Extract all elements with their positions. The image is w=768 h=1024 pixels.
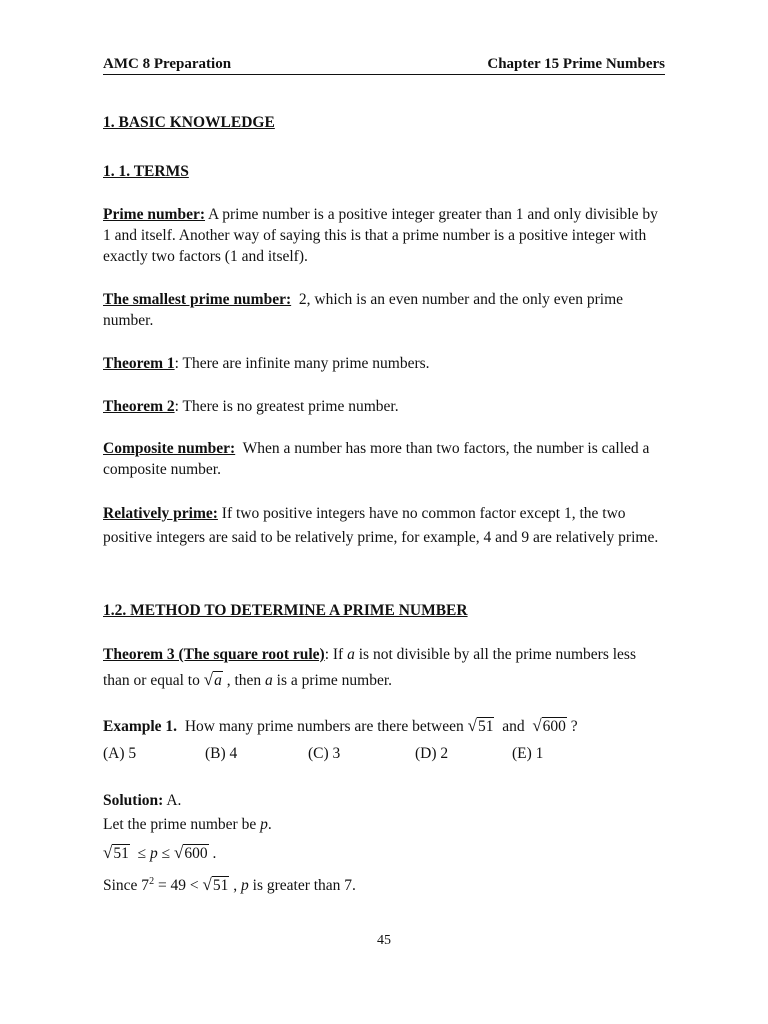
theorem-text: : If bbox=[324, 646, 348, 663]
term-composite: Composite number: bbox=[103, 440, 236, 457]
radicand: 600 bbox=[184, 845, 208, 862]
theorem-text: , then bbox=[222, 672, 266, 689]
example-text: How many prime numbers are there between bbox=[177, 718, 468, 735]
definition-text: A prime number is a positive integer greater than 1 and only divisible by 1 and itself. Another way of saying this is that a prime number is a positive integer with exactly two factors (1 and itself). bbox=[103, 206, 658, 265]
radicand: a bbox=[214, 672, 222, 689]
variable-p: p bbox=[241, 877, 249, 895]
definition-relatively-prime bbox=[103, 502, 665, 550]
variable-p: p bbox=[260, 816, 268, 833]
variable-a: a bbox=[265, 672, 273, 689]
theorem-text: is not divisible by all the prime numbers less than or equal to bbox=[103, 646, 636, 689]
radicand: 600 bbox=[542, 718, 566, 735]
solution-line-1 bbox=[103, 813, 665, 837]
term-theorem-1: Theorem 1 bbox=[103, 355, 175, 372]
sqrt-a: √a bbox=[203, 670, 222, 689]
section-heading-basic-knowledge: 1. BASIC KNOWLEDGE bbox=[103, 114, 275, 131]
choice-c: (C) 3 bbox=[308, 745, 341, 762]
solution-text: . bbox=[267, 816, 272, 833]
sqrt-600: √600 bbox=[174, 843, 208, 862]
variable-a: a bbox=[347, 646, 355, 663]
theorem-3 bbox=[103, 642, 665, 693]
choice-e: (E) 1 bbox=[512, 745, 544, 762]
term-smallest-prime: The smallest prime number: bbox=[103, 291, 292, 308]
header-right: Chapter 15 Prime Numbers bbox=[487, 56, 665, 72]
solution-answer: A. bbox=[163, 792, 182, 809]
sqrt-51: √51 bbox=[202, 875, 229, 895]
solution-text: ≤ bbox=[129, 845, 150, 862]
page-header bbox=[103, 56, 665, 75]
term-prime-number: Prime number: bbox=[103, 206, 206, 223]
solution-text: ≤ bbox=[157, 845, 174, 862]
solution-header bbox=[103, 789, 665, 813]
solution-label: Solution: bbox=[103, 792, 164, 809]
theorem-text: : There is no greatest prime number. bbox=[174, 398, 399, 415]
example-label: Example 1. bbox=[103, 718, 178, 735]
sqrt-51: √51 bbox=[467, 716, 494, 735]
solution-text: . bbox=[208, 845, 217, 862]
term-relatively-prime: Relatively prime: bbox=[103, 505, 218, 522]
theorem-1 bbox=[103, 353, 665, 374]
solution bbox=[103, 789, 665, 898]
definition-text: If two positive integers have no common factor except 1, the two positive integers are said to be relatively prime, for example, 4 and 9 are relatively prime. bbox=[103, 505, 659, 546]
sqrt-600: √600 bbox=[532, 716, 566, 735]
solution-line-2 bbox=[103, 841, 665, 866]
choice-b: (B) 4 bbox=[205, 745, 238, 762]
definition-text: When a number has more than two factors, the number is called a composite number. bbox=[103, 440, 654, 478]
section-heading-method: 1.2. METHOD TO DETERMINE A PRIME NUMBER bbox=[103, 602, 468, 619]
radicand: 51 bbox=[212, 877, 229, 895]
example-text: ? bbox=[566, 718, 578, 735]
term-theorem-2: Theorem 2 bbox=[103, 398, 175, 415]
theorem-text: : There are infinite many prime numbers. bbox=[174, 355, 430, 372]
exponent: 2 bbox=[149, 876, 155, 887]
radicand: 51 bbox=[113, 845, 129, 862]
definition-prime-number bbox=[103, 204, 665, 267]
choice-a: (A) 5 bbox=[103, 745, 137, 762]
variable-p: p bbox=[149, 845, 158, 862]
solution-text: Let the prime number be bbox=[103, 816, 261, 833]
definition-text: 2, which is an even number and the only even prime number. bbox=[103, 291, 627, 329]
choice-d: (D) 2 bbox=[415, 745, 449, 762]
theorem-2 bbox=[103, 396, 665, 417]
solution-text: Since 7 bbox=[103, 877, 150, 895]
example-1 bbox=[103, 715, 665, 738]
solution-text: = 49 < bbox=[154, 877, 203, 895]
example-text: and bbox=[494, 718, 533, 735]
solution-text: is greater than 7. bbox=[248, 877, 356, 895]
definition-smallest-prime bbox=[103, 289, 665, 331]
solution-line-3 bbox=[103, 870, 665, 898]
header-left: AMC 8 Preparation bbox=[103, 56, 232, 72]
term-theorem-3: Theorem 3 (The square root rule) bbox=[103, 646, 325, 663]
theorem-text: is a prime number. bbox=[272, 672, 393, 689]
answer-choices bbox=[103, 743, 665, 764]
solution-text: , bbox=[229, 877, 242, 895]
sqrt-51: √51 bbox=[103, 843, 129, 862]
section-heading-terms: 1. 1. TERMS bbox=[103, 163, 189, 180]
definition-composite bbox=[103, 438, 665, 480]
page-number: 45 bbox=[377, 933, 391, 948]
radicand: 51 bbox=[477, 718, 494, 735]
